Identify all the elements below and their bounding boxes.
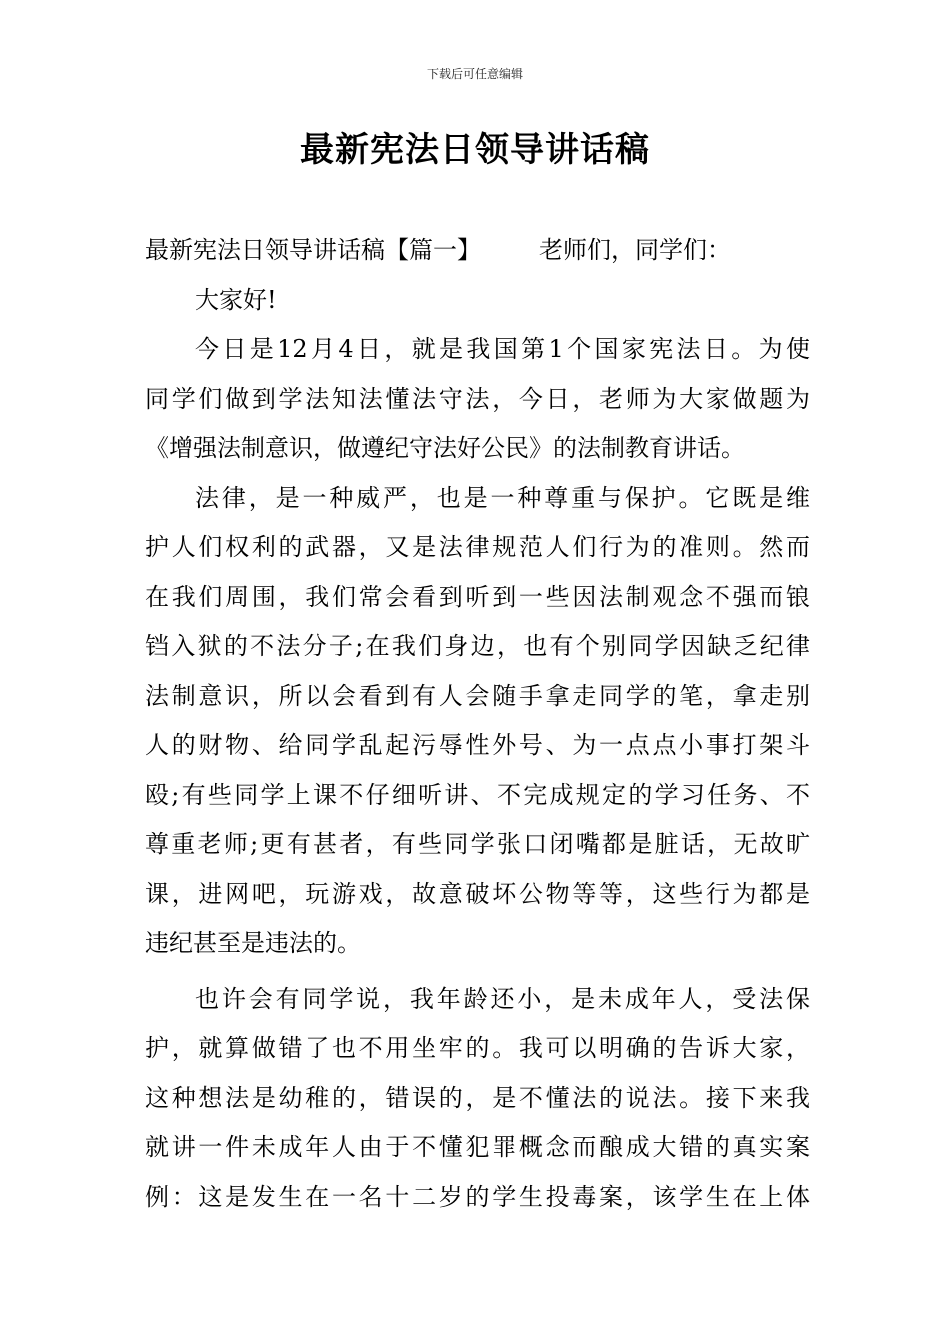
intro-line [145, 226, 810, 276]
paragraph-line: 在我们周围，我们常会看到听到一些因法制观念不强而锒 [145, 582, 810, 611]
paragraph [145, 474, 810, 969]
section-heading: 最新宪法日领导讲话稿【篇一】 [145, 236, 481, 264]
paragraph-line: 课，进网吧，玩游戏，故意破坏公物等等，这些行为都是 [145, 879, 810, 908]
paragraph-line: 殴;有些同学上课不仔细听讲、不完成规定的学习任务、不 [145, 780, 810, 809]
paragraph-line: 也许会有同学说，我年龄还小，是未成年人，受法保 [195, 984, 810, 1013]
salutation: 老师们，同学们： [539, 236, 731, 264]
document-body [145, 226, 810, 1222]
paragraph [145, 325, 810, 474]
paragraph-line: 同学们做到学法知法懂法守法，今日，老师为大家做题为 [145, 384, 810, 413]
paragraph-line: 这种想法是幼稚的，错误的，是不懂法的说法。接下来我 [145, 1083, 810, 1112]
paragraph-line: 今日是12月4日，就是我国第1个国家宪法日。为使 [195, 335, 810, 363]
header-note: 下载后可任意编辑 [426, 67, 523, 81]
paragraph-line: 尊重老师;更有甚者，有些同学张口闭嘴都是脏话，无故旷 [145, 830, 810, 858]
paragraph-line: 铛入狱的不法分子;在我们身边，也有个别同学因缺乏纪律 [145, 632, 810, 660]
greeting: 大家好! [195, 285, 277, 314]
paragraph-line: 人的财物、给同学乱起污辱性外号、为一点点小事打架斗 [145, 731, 810, 759]
paragraph-line: 法制意识，所以会看到有人会随手拿走同学的笔，拿走别 [145, 681, 810, 710]
paragraph-line: 法律，是一种威严，也是一种尊重与保护。它既是维 [195, 483, 810, 512]
paragraph-line: 违纪甚至是违法的。 [145, 929, 361, 957]
paragraph [145, 975, 810, 1223]
paragraph-line: 《增强法制意识，做遵纪守法好公民》的法制教育讲话。 [145, 434, 745, 462]
document-title: 最新宪法日领导讲话稿 [300, 130, 650, 170]
paragraph-line: 就讲一件未成年人由于不懂犯罪概念而酿成大错的真实案 [145, 1133, 810, 1161]
paragraph-line: 护，就算做错了也不用坐牢的。我可以明确的告诉大家， [145, 1034, 810, 1062]
paragraph-line: 护人们权利的武器，又是法律规范人们行为的准则。然而 [145, 533, 810, 561]
paragraph-line: 例：这是发生在一名十二岁的学生投毒案，该学生在上体 [145, 1182, 810, 1211]
